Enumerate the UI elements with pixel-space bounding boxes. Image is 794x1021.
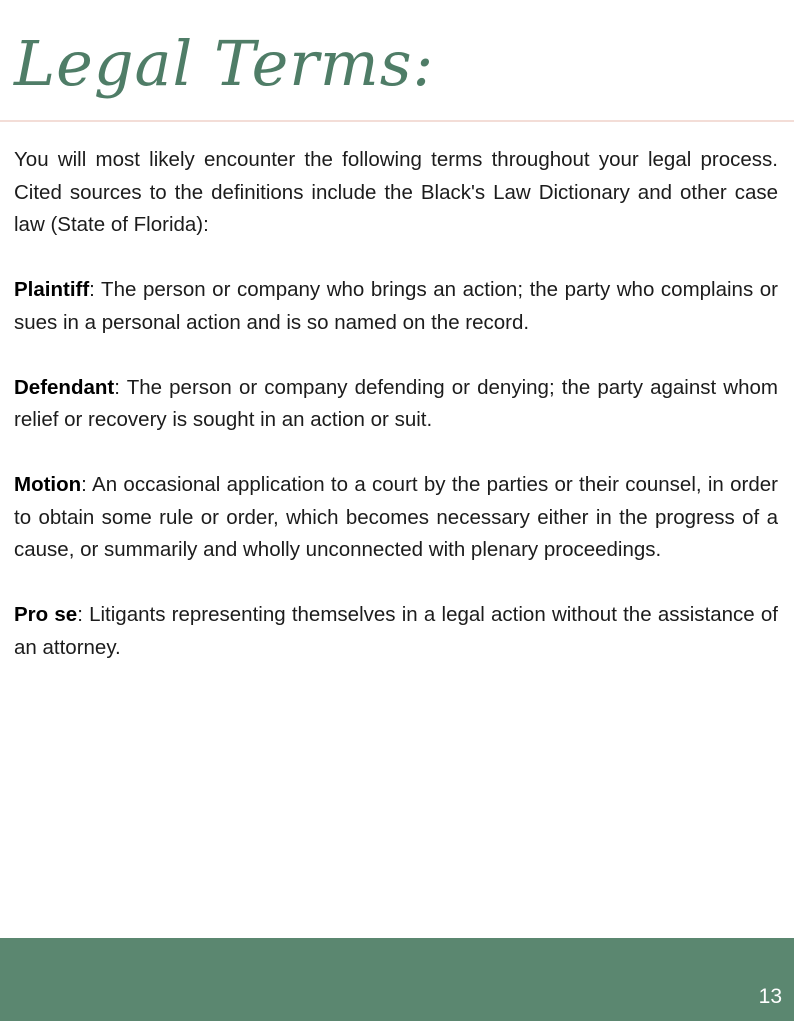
- term-definition: The person or company defending or denying; the party against whom relief or recovery is sought in an action or suit.: [14, 375, 778, 431]
- term-entry-plaintiff: [14, 274, 778, 339]
- intro-paragraph: You will most likely encounter the following terms throughout your legal process. Cited sources to the definitions include the Black's Law Dictionary and other case law (State of Florida):: [14, 148, 778, 236]
- term-entry-motion: [14, 469, 778, 567]
- term-separator: :: [89, 278, 95, 301]
- footer-bar: [0, 938, 794, 1021]
- term-name: Motion: [14, 473, 82, 496]
- term-definition: Litigants representing themselves in a legal action without the assistance of an attorney.: [14, 603, 778, 659]
- document-body: [14, 144, 778, 697]
- term-entry-pro-se: [14, 599, 778, 664]
- term-separator: :: [77, 603, 83, 626]
- term-separator: :: [81, 473, 87, 496]
- page-number: 13: [758, 985, 782, 1008]
- term-name: Plaintiff: [14, 278, 90, 301]
- page-title: Legal Terms:: [14, 27, 435, 100]
- term-definition: An occasional application to a court by the parties or their counsel, in order to obtain some rule or order, which becomes necessary either in the progress of a cause, or summarily and wholly unconnected with plenary proceedings.: [14, 473, 778, 561]
- term-separator: :: [114, 375, 120, 399]
- term-name: Defendant: [14, 375, 115, 399]
- term-entry-defendant: [14, 372, 778, 437]
- term-definition: The person or company who brings an action; the party who complains or sues in a personal action and is so named on the record.: [14, 278, 778, 334]
- header-divider: [0, 120, 794, 122]
- term-name: Pro se: [14, 603, 78, 626]
